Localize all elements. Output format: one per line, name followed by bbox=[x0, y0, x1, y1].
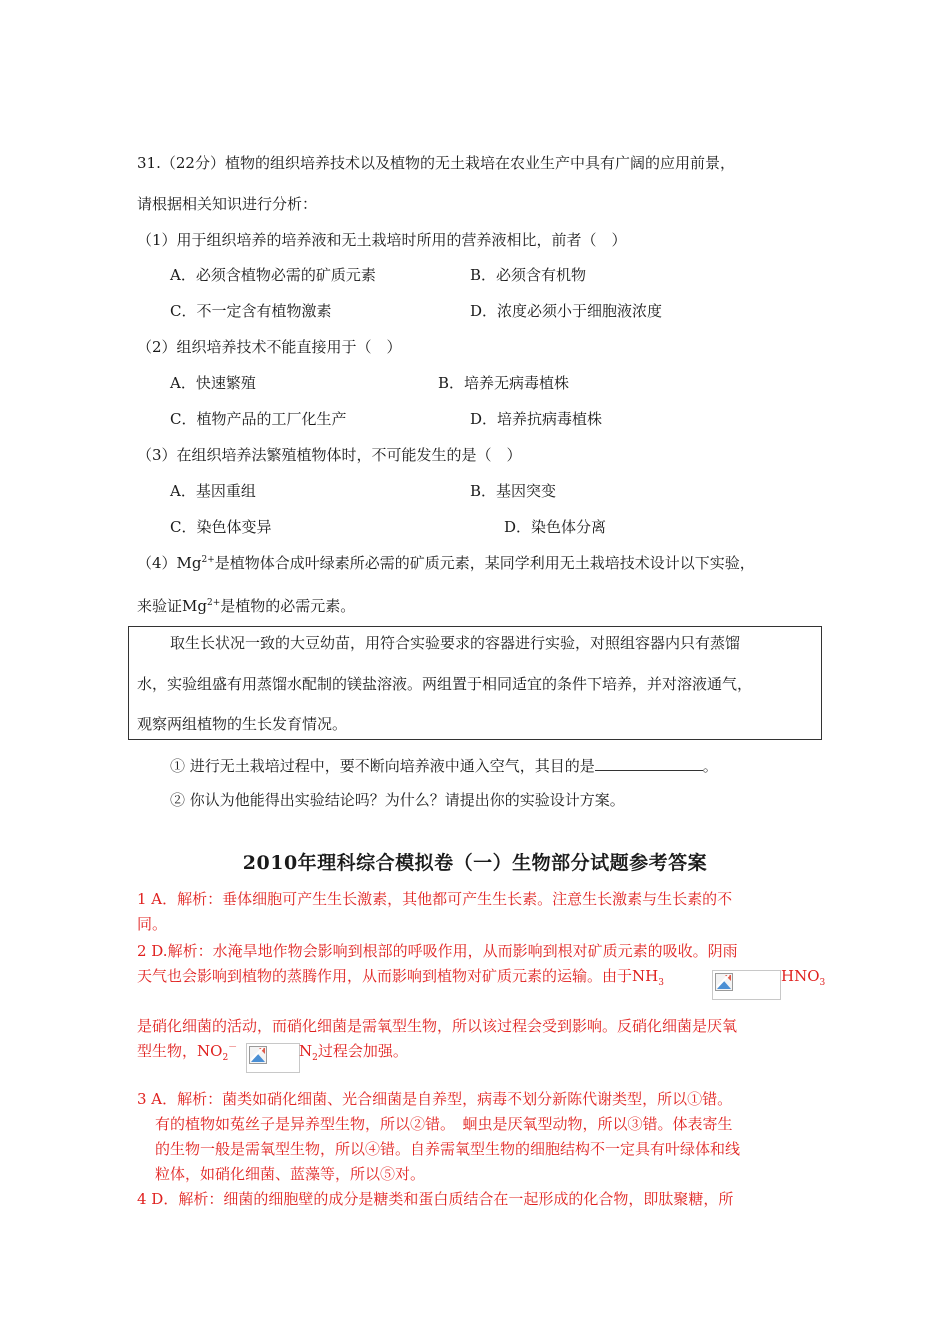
n2-text: N bbox=[299, 1042, 313, 1060]
q2-stem: （2）组织培养技术不能直接用于（ ） bbox=[137, 338, 402, 356]
sub-question-1 bbox=[170, 755, 718, 776]
hno3-subscript: 3 bbox=[819, 978, 826, 988]
sub-question-1-text: ① 进行无土栽培过程中，要不断向培养液中通入空气，其目的是 bbox=[170, 757, 595, 775]
answer-3-line4: 粒体，如硝化细菌、蓝藻等，所以⑤对。 bbox=[155, 1165, 426, 1183]
experiment-line2: 水，实验组盛有用蒸馏水配制的镁盐溶液。两组置于相同适宜的条件下培养，并对溶液通气， bbox=[137, 675, 753, 693]
q3-option-c: C．染色体变异 bbox=[170, 518, 272, 536]
broken-image-icon bbox=[249, 1046, 267, 1064]
broken-image-icon bbox=[715, 973, 733, 991]
hno3-text: HNO bbox=[781, 967, 820, 985]
no2-charge: － bbox=[228, 1043, 238, 1053]
sub-question-1-end: 。 bbox=[702, 757, 718, 775]
answer-2-line4-end bbox=[299, 1041, 408, 1061]
q2-option-b: B．培养无病毒植株 bbox=[438, 374, 570, 392]
answer-1-line1: 1 A．解析：垂体细胞可产生生长激素，其他都可产生生长素。注意生长激素与生长素的不 bbox=[137, 890, 733, 908]
q3-option-a: A．基因重组 bbox=[170, 482, 256, 500]
answer-2-line4-text: 型生物，NO bbox=[137, 1042, 223, 1060]
broken-image-arrow-1 bbox=[712, 970, 781, 1000]
q4-line2 bbox=[137, 596, 355, 616]
answer-2-line4 bbox=[137, 1041, 237, 1061]
mg-charge: 2+ bbox=[201, 555, 215, 565]
answer-4-line1: 4 D．解析：细菌的细胞壁的成分是糖类和蛋白质结合在一起形成的化合物，即肽聚糖，所 bbox=[137, 1190, 734, 1208]
answer-2-line1: 2 D.解析：水淹旱地作物会影响到根部的呼吸作用，从而影响到根对矿质元素的吸收。阴雨 bbox=[137, 942, 738, 960]
answer-2-line3: 是硝化细菌的活动，而硝化细菌是需氧型生物，所以该过程会受到影响。反硝化细菌是厌氧 bbox=[137, 1017, 738, 1035]
q1-option-d: D．浓度必须小于细胞液浓度 bbox=[470, 302, 663, 320]
q4-line1 bbox=[137, 553, 755, 573]
q2-option-c: C．植物产品的工厂化生产 bbox=[170, 410, 347, 428]
q4-line1-post: 是植物体合成叶绿素所必需的矿质元素，某同学利用无土栽培技术设计以下实验， bbox=[214, 554, 755, 572]
answer-1-line2: 同。 bbox=[137, 915, 168, 933]
q4-line2-post: 是植物的必需元素。 bbox=[220, 597, 356, 615]
no2-subscript: 2 bbox=[222, 1053, 229, 1063]
q3-option-d: D．染色体分离 bbox=[504, 518, 607, 536]
answer-3-line1: 3 A．解析：菌类如硝化细菌、光合细菌是自养型，病毒不划分新陈代谢类型，所以①错。 bbox=[137, 1090, 733, 1108]
mg-charge: 2+ bbox=[206, 598, 221, 608]
q4-line2-pre: 来验证Mg bbox=[137, 597, 207, 615]
q1-option-c: C．不一定含有植物激素 bbox=[170, 302, 332, 320]
answer-2-line4-post: 过程会加强。 bbox=[317, 1042, 408, 1060]
answer-blank[interactable] bbox=[595, 755, 703, 771]
question-31-line1: 31.（22分）植物的组织培养技术以及植物的无土栽培在农业生产中具有广阔的应用前景， bbox=[137, 154, 735, 172]
broken-image-arrow-2 bbox=[246, 1043, 300, 1073]
answer-3-line3: 的生物一般是需氧型生物，所以④错。自养需氧型生物的细胞结构不一定具有叶绿体和线 bbox=[155, 1140, 741, 1158]
answer-3-line2: 有的植物如菟丝子是异养型生物，所以②错。 蛔虫是厌氧型动物，所以③错。体表寄生 bbox=[155, 1115, 733, 1133]
hno3-label bbox=[781, 966, 825, 986]
experiment-line1: 取生长状况一致的大豆幼苗，用符合实验要求的容器进行实验，对照组容器内只有蒸馏 bbox=[170, 634, 741, 652]
q1-stem: （1）用于组织培养的培养液和无土栽培时所用的营养液相比，前者（ ） bbox=[137, 231, 627, 249]
answer-2-line2-text: 天气也会影响到植物的蒸腾作用，从而影响到植物对矿质元素的运输。由于NH bbox=[137, 967, 659, 985]
q2-option-d: D．培养抗病毒植株 bbox=[470, 410, 603, 428]
answer-2-line2 bbox=[137, 966, 664, 986]
q1-option-b: B．必须含有机物 bbox=[470, 266, 587, 284]
n2-subscript: 2 bbox=[312, 1053, 318, 1063]
nh3-subscript: 3 bbox=[658, 978, 664, 988]
q1-option-a: A．必须含植物必需的矿质元素 bbox=[170, 266, 376, 284]
q3-stem: （3）在组织培养法繁殖植物体时，不可能发生的是（ ） bbox=[137, 446, 522, 464]
experiment-line3: 观察两组植物的生长发育情况。 bbox=[137, 715, 348, 733]
sub-question-2: ② 你认为他能得出实验结论吗？为什么？请提出你的实验设计方案。 bbox=[170, 791, 625, 809]
answers-heading: 2010年理科综合模拟卷（一）生物部分试题参考答案 bbox=[242, 852, 708, 874]
question-31-line2: 请根据相关知识进行分析： bbox=[137, 195, 318, 213]
q2-option-a: A．快速繁殖 bbox=[170, 374, 256, 392]
q3-option-b: B．基因突变 bbox=[470, 482, 557, 500]
q4-line1-pre: （4）Mg bbox=[137, 554, 202, 572]
